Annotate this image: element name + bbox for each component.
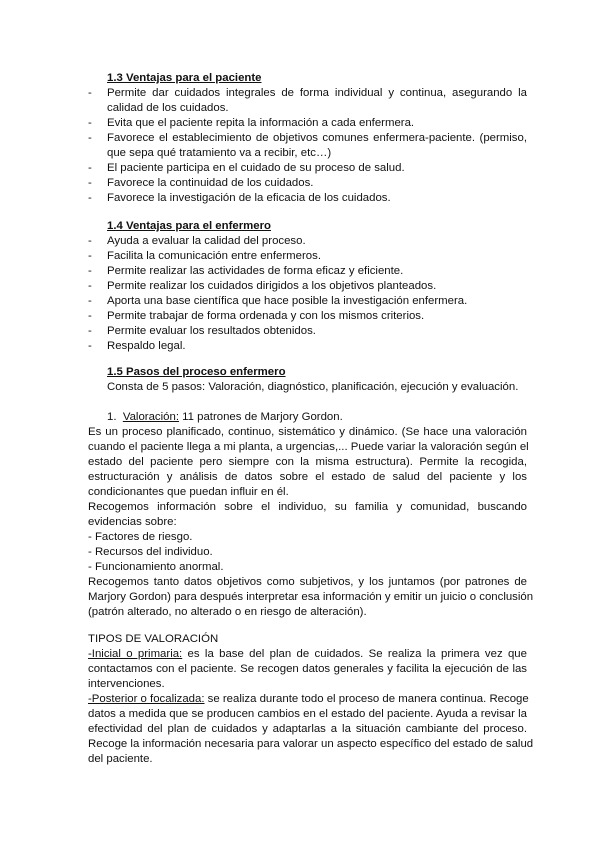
paragraph-line: condicionantes que puedan influir en él. [88, 486, 289, 498]
paragraph-line: contactamos con el paciente. Se recogen datos generales y facilita la ejecución de las [88, 663, 527, 675]
bullet-dash: - [88, 340, 92, 352]
section-1-5-intro: Consta de 5 pasos: Valoración, diagnóstico, planificación, ejecución y evaluación. [107, 381, 519, 393]
tipos-heading: TIPOS DE VALORACIÓN [88, 633, 219, 645]
bullet-dash: - [88, 87, 92, 99]
step-number: 1. [107, 411, 117, 423]
list-item: Permite evaluar los resultados obtenidos. [107, 325, 316, 337]
tipo-inicial-text: es la base del plan de cuidados. Se realiza la primera vez que [182, 648, 527, 660]
paragraph-line: Es un proceso planificado, continuo, sistemático y dinámico. (Se hace una valoración [88, 426, 527, 438]
tipo-posterior-label: -Posterior o focalizada: [88, 693, 205, 705]
paragraph-line: estructuración y análisis de datos sobre el estado de salud del paciente y los [88, 471, 527, 483]
list-item: Facilita la comunicación entre enfermeros. [107, 250, 321, 262]
list-item: Respaldo legal. [107, 340, 186, 352]
paragraph-line: efectividad del plan de cuidados y adaptarlas a la situación cambiante del proceso. [88, 723, 527, 735]
paragraph-line: del paciente. [88, 753, 153, 765]
step-rest: 11 patrones de Marjory Gordon. [178, 411, 343, 423]
step-valoracion [107, 410, 343, 425]
list-item: Favorece la continuidad de los cuidados. [107, 177, 314, 189]
list-item: Aporta una base científica que hace posible la investigación enfermera. [107, 295, 468, 307]
paragraph-line: Recogemos tanto datos objetivos como subjetivos, y los juntamos (por patrones de [88, 576, 527, 588]
paragraph-line: evidencias sobre: [88, 516, 177, 528]
paragraph-line: datos a medida que se producen cambios en el estado del paciente. Ayuda a revisar la [88, 708, 527, 720]
section-1-5-title: 1.5 Pasos del proceso enfermero [107, 366, 286, 378]
bullet-dash: - [88, 295, 92, 307]
bullet-dash: - [88, 162, 92, 174]
section-1-4-title: 1.4 Ventajas para el enfermero [107, 220, 271, 232]
bullet-dash: - [88, 250, 92, 262]
paragraph-line: Recoge la información necesaria para valorar un aspecto específico del estado de salud [88, 738, 534, 750]
list-item: Permite realizar las actividades de forma eficaz y eficiente. [107, 265, 404, 277]
paragraph-line: cuando el paciente llega a mi planta, a urgencias,... Puede variar la valoración según el [88, 441, 529, 453]
paragraph-line [88, 647, 527, 662]
bullet-dash: - [88, 132, 92, 144]
list-item: Ayuda a evaluar la calidad del proceso. [107, 235, 306, 247]
bullet-dash: - [88, 192, 92, 204]
list-item-cont: calidad de los cuidados. [107, 102, 229, 114]
bullet-dash: - [88, 235, 92, 247]
list-item: Evita que el paciente repita la información a cada enfermera. [107, 117, 415, 129]
bullet-dash: - [88, 325, 92, 337]
list-item: - Funcionamiento anormal. [88, 561, 224, 573]
bullet-dash: - [88, 310, 92, 322]
tipo-posterior-text: se realiza durante todo el proceso de manera continua. Recoge [204, 693, 529, 705]
bullet-dash: - [88, 177, 92, 189]
bullet-dash: - [88, 280, 92, 292]
list-item: Favorece la investigación de la eficacia de los cuidados. [107, 192, 391, 204]
paragraph-line: estado del paciente pero siempre con la misma estructura). Permite la recogida, [88, 456, 527, 468]
paragraph-line [88, 692, 527, 707]
list-item: Permite trabajar de forma ordenada y con los mismos criterios. [107, 310, 425, 322]
bullet-dash: - [88, 117, 92, 129]
list-item: Permite realizar los cuidados dirigidos a los objetivos planteados. [107, 280, 437, 292]
tipo-inicial-label: -Inicial o primaria: [88, 648, 183, 660]
paragraph-line: Recogemos información sobre el individuo, su familia y comunidad, buscando [88, 501, 527, 513]
list-item: El paciente participa en el cuidado de su proceso de salud. [107, 162, 405, 174]
step-label: Valoración: [122, 411, 179, 423]
paragraph-line: (patrón alterado, no alterado o en riesgo de alteración). [88, 606, 367, 618]
section-1-3-title: 1.3 Ventajas para el paciente [107, 72, 262, 84]
paragraph-line: intervenciones. [88, 678, 165, 690]
paragraph-line: Marjory Gordon) para después interpretar esa información y emitir un juicio o conclusión [88, 591, 534, 603]
list-item: - Recursos del individuo. [88, 546, 213, 558]
list-item: Favorece el establecimiento de objetivos comunes enfermera-paciente. (permiso, [107, 132, 527, 144]
bullet-dash: - [88, 265, 92, 277]
list-item-cont: que sepa qué tratamiento va a recibir, etc…) [107, 147, 332, 159]
list-item: - Factores de riesgo. [88, 531, 193, 543]
list-item: Permite dar cuidados integrales de forma individual y continua, asegurando la [107, 87, 527, 99]
